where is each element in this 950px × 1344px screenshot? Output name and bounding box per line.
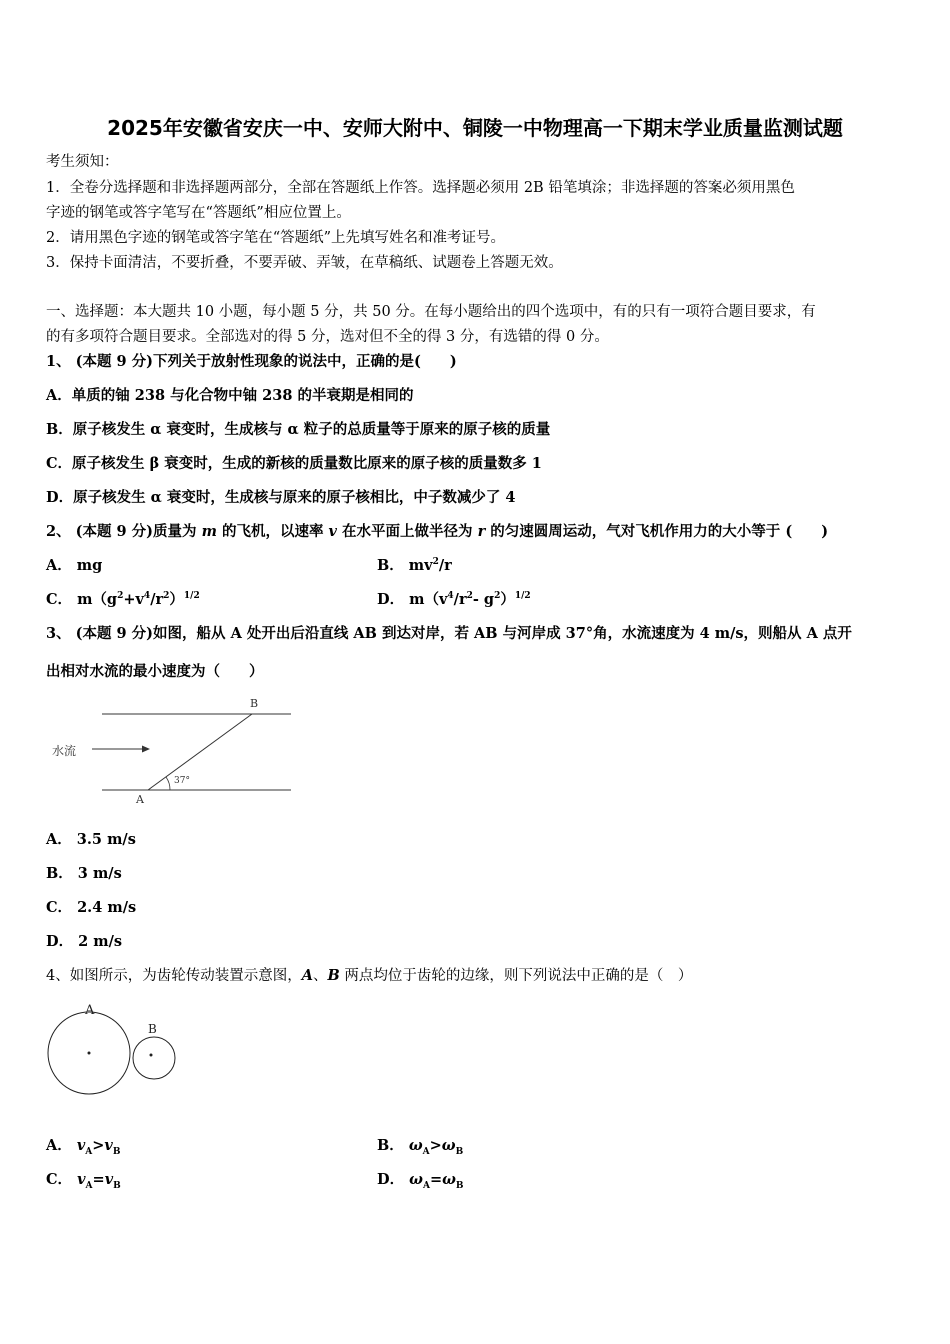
q1-option-a: A．单质的铀 238 与化合物中铀 238 的半衰期是相同的 <box>46 387 414 404</box>
q2-option-b: B． $mv^2/r$ <box>377 557 452 574</box>
gear-figure <box>46 996 186 1106</box>
notice-item-2: 2．请用黑色字迹的钢笔或答字笔在“答题纸”上先填写姓名和准考证号。 <box>46 230 506 246</box>
label-b: B <box>250 697 259 710</box>
notice-heading: 考生须知： <box>46 154 119 170</box>
path-ab-line <box>148 714 252 790</box>
gear-label-b: B <box>148 1022 157 1036</box>
q3-stem-line2: 出相对水流的最小速度为（ ） <box>46 663 264 680</box>
q4-option-c: C． $v_A=v_B$ <box>46 1171 121 1191</box>
q3-stem-line1: 3、 (本题 9 分)如图，船从 A 处开出后沿直线 AB 到达对岸，若 AB 与河岸成 37°角，水流速度为 4 m/s，则船从 A 点开 <box>46 625 852 642</box>
flow-label: 水流 <box>52 744 77 758</box>
q2-option-c: C． $m(g^2+v^4/r^2)^{1/2}$ <box>46 591 200 608</box>
angle-arc <box>166 777 170 790</box>
label-a: A <box>136 793 144 806</box>
q2-option-d: D． $m(v^4/r^2-$ $g^2)^{1/2}$ <box>377 591 531 608</box>
q1-stem: 1、 (本题 9 分)下列关于放射性现象的说法中，正确的是( ) <box>46 353 457 370</box>
q4-option-a: A． $v_A>v_B$ <box>46 1137 121 1157</box>
q3-option-b: B． 3 m/s <box>46 865 122 882</box>
q3-option-c: C． 2.4 m/s <box>46 899 137 916</box>
q1-option-b: B．原子核发生 α 衰变时，生成核与 α 粒子的总质量等于原来的原子核的质量 <box>46 421 551 438</box>
q4-stem: 4、如图所示，为齿轮传动装置示意图，A、B 两点均位于齿轮的边缘，则下列说法中正确的是（ ） <box>46 967 693 984</box>
q3-option-d: D． 2 m/s <box>46 933 123 950</box>
large-gear-center <box>88 1052 91 1055</box>
q2-option-a: A． mg <box>46 557 103 574</box>
q1-option-d: D．原子核发生 α 衰变时，生成核与原来的原子核相比，中子数减少了 4 <box>46 489 516 506</box>
page-title: 2025年安徽省安庆一中、安师大附中、铜陵一中物理高一下期末学业质量监测试题 <box>107 116 843 140</box>
section-instructions-line2: 的有多项符合题目要求。全部选对的得 5 分，选对但不全的得 3 分，有选错的得 0 分。 <box>46 329 609 345</box>
notice-item-3: 3．保持卡面清洁，不要折叠，不要弄破、弄皱，在草稿纸、试题卷上答题无效。 <box>46 255 563 271</box>
notice-item-1: 1．全卷分选择题和非选择题两部分，全部在答题纸上作答。选择题必须用 2B 铅笔填涂；非选择题的答案必须用黑色 <box>46 180 795 196</box>
gear-label-a: A <box>85 1003 95 1018</box>
flow-arrowhead-icon <box>142 746 150 753</box>
notice-item-1-cont: 字迹的钢笔或答字笔写在“答题纸”相应位置上。 <box>46 205 351 221</box>
q2-stem: 2、 (本题 9 分)质量为 m 的飞机，以速率 v 在水平面上做半径为 r 的匀速圆周运动，气对飞机作用力的大小等于 ( ) <box>46 523 829 540</box>
q1-option-c: C．原子核发生 β 衰变时，生成的新核的质量数比原来的原子核的质量数多 1 <box>46 455 542 472</box>
section-instructions-line1: 一、选择题：本大题共 10 小题，每小题 5 分，共 50 分。在每小题给出的四个选项中，有的只有一项符合题目要求，有 <box>46 304 816 320</box>
q3-option-a: A． 3.5 m/s <box>46 831 136 848</box>
q4-option-d: D． $\omega_A=\omega_B$ <box>377 1171 464 1191</box>
small-gear-center <box>150 1054 153 1057</box>
small-gear-circle <box>133 1037 175 1079</box>
angle-label: 37° <box>174 776 190 786</box>
q4-option-b: B． $\omega_A>\omega_B$ <box>377 1137 464 1157</box>
river-crossing-figure <box>46 692 306 812</box>
